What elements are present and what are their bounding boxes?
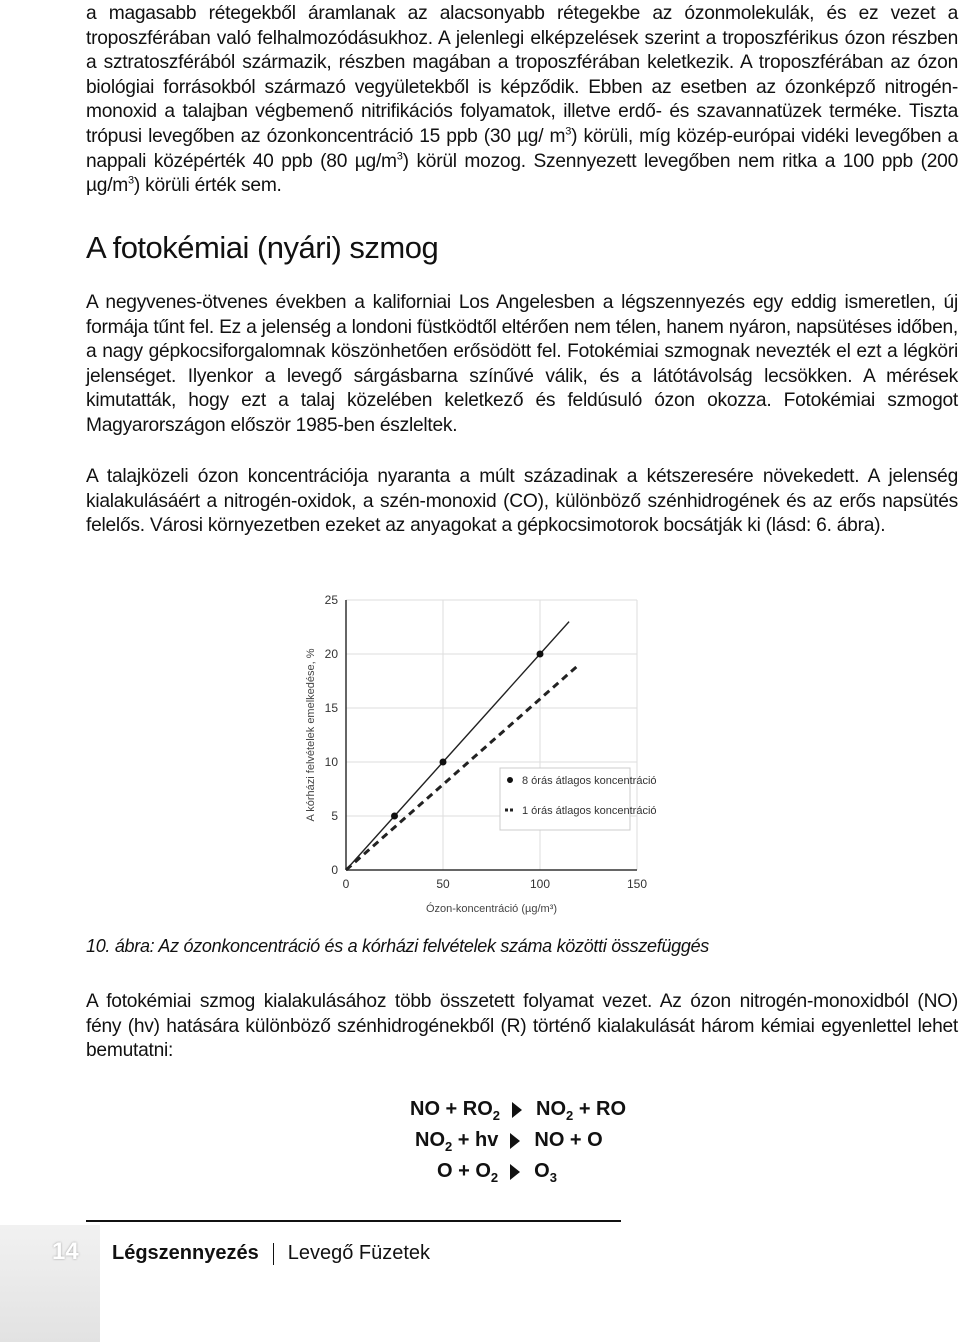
- data-point: [537, 651, 544, 658]
- x-tick-label: 150: [626, 877, 648, 891]
- paragraph-los-angeles: A negyvenes-ötvenes években a kaliforniai Los Angelesben a légszennyezés egy eddig ismeretlen, új formája tűnt fel. Ez a jelenség a londoni füstködtől eltérően nem télen, hanem nyáron, napsütéses időben, a nagy gépkocsiforgalomnak köszönhetően erősödött fel. Fotokémiai szmognak nevezték el ezt a légköri jelenséget. Ilyenkor a levegő sárgásbarna színűvé válik, és a látótávolság lecsökken. A mérések kimutatták, hogy ezt a talaj közelében keletkező és feldúsuló ózon okozza. Fotokémiai szmogot Magyarországon először 1985-ben észleltek.: [86, 292, 958, 436]
- x-tick-label: 50: [436, 877, 450, 891]
- y-tick-label: 15: [324, 701, 338, 715]
- arrow-icon: [510, 1164, 520, 1180]
- paragraph-ozone-troposphere: a magasabb rétegekből áramlanak az alacsonyabb rétegekbe az ózonmolekulák, és ez vezet a troposzférában való felhalmozódásukhoz. A jelenlegi elképzelések szerint a troposzférikus ózon részben a sztratoszférából származik, részben magában a troposzférában keletkezik. A troposzférában az ózon biológiai forrásokból származó vegyületekből is képződik. Ebben az esetben az ózonképző nitrogén-monoxid a talajban végbemenő nitrifikációs folyamatok, illetve erdő- és szavannatüzek terméke. Tiszta trópusi levegőben az ózonkoncentráció 15 ppb (30 µg/ $m^3$) körüli, míg közép-európai vidéki levegőben a nappali középérték 40 ppb (80 $\mu g/m^3$) körül mozog. Szennyezett levegőben nem ritka a 100 ppb (200 $\mu g/m^3$) körüli érték sem.: [86, 3, 958, 197]
- y-tick-label: 5: [331, 809, 338, 823]
- data-point: [440, 759, 447, 766]
- footer-main-title: Légszennyezés: [112, 1242, 259, 1264]
- equation-3: $O + O_2$ $O_3$: [437, 1160, 557, 1185]
- paragraph-ground-ozone: A talajközeli ózon koncentrációja nyaranta a múlt századinak a kétszeresére növekedett. A jelenség kialakulásáért a nitrogén-oxidok, a szén-monoxid (CO), különböző szénhidrogének és az erős napsütés felelős. Városi környezetben ezeket az anyagokat a gépkocsimotorok bocsátják ki (lásd: 6. ábra).: [86, 466, 958, 537]
- footer-title: [112, 1242, 430, 1265]
- x-tick-label: 100: [529, 877, 551, 891]
- footer-separator: [273, 1243, 274, 1265]
- y-tick-label: 25: [324, 593, 338, 607]
- equation-1: NO + $RO_2$ $NO_2$ + RO: [410, 1098, 627, 1123]
- page-number: 14: [52, 1238, 79, 1265]
- legend-label-8h: 8 órás átlagos koncentráció: [522, 775, 657, 787]
- x-tick-label: 0: [342, 877, 350, 891]
- paragraph-equations-intro: A fotokémiai szmog kialakulásához több összetett folyamat vezet. Az ózon nitrogén-monoxidból (NO) fény (hv) hatására különböző szénhidrogénekből (R) történő kialakulását három kémiai egyenlettel lehet bemutatni:: [86, 991, 958, 1062]
- arrow-icon: [512, 1102, 522, 1118]
- section-heading: A fotokémiai (nyári) szmog: [86, 230, 439, 265]
- footer-decoration: [0, 1225, 100, 1342]
- figure-caption: 10. ábra: Az ózonkoncentráció és a kórházi felvételek száma közötti összefüggés: [86, 936, 709, 956]
- y-tick-label: 0: [331, 863, 338, 877]
- ozone-hospital-chart: [282, 570, 672, 920]
- legend-marker-8h: [507, 777, 513, 783]
- legend-label-1h: 1 órás átlagos koncentráció: [522, 805, 657, 817]
- x-axis-label: Ózon-koncentráció (µg/m³): [425, 903, 558, 915]
- footer-divider: [86, 1220, 621, 1222]
- footer-series: Levegő Füzetek: [287, 1242, 431, 1264]
- data-point: [391, 813, 398, 820]
- y-tick-label: 20: [324, 647, 338, 661]
- equation-2: $NO_2$ + hv NO + O: [415, 1129, 603, 1154]
- arrow-icon: [510, 1133, 520, 1149]
- y-tick-label: 10: [324, 755, 338, 769]
- chart-background: [282, 570, 672, 920]
- y-axis-label: A kórházi felvételek emelkedése, %: [305, 648, 317, 822]
